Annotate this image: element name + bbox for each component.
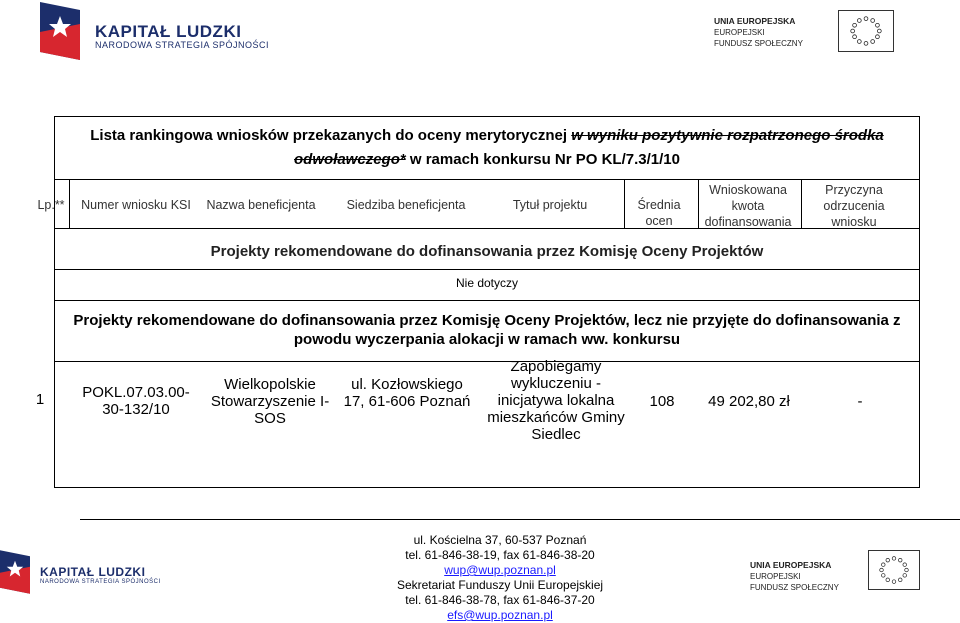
- title-part1: Lista rankingowa wniosków przekazanych do oceny merytorycznej: [90, 127, 568, 144]
- eu-logo: [714, 10, 894, 56]
- row1-srednia: 108: [649, 393, 675, 410]
- footer-kapital-ludzki-logo: [0, 548, 170, 598]
- col-kwota: Wnioskowana kwota dofinansowania: [704, 183, 792, 229]
- col-numer: Numer wniosku KSI: [81, 198, 191, 212]
- footer-logo-subtitle: NARODOWA STRATEGIA SPÓJNOŚCI: [40, 579, 161, 585]
- col-przyczyna: Przyczyna odrzucenia wniosku: [823, 183, 885, 229]
- title-part2: w ramach konkursu Nr PO KL/7.3/1/10: [409, 151, 680, 168]
- footer-divider: [80, 519, 960, 520]
- row1-siedziba: ul. Kozłowskiego 17, 61-606 Poznań: [343, 376, 471, 410]
- section1-note: Nie dotyczy: [455, 276, 519, 290]
- logo-title: KAPITAŁ LUDZKI: [95, 22, 242, 41]
- section2-title: Projekty rekomendowane do dofinansowania przez Komisję Oceny Projektów, lecz nie przyjęte do dofinansowania z powodu wyczerpania alokacji w ramach ww. konkursu: [73, 312, 901, 348]
- eu-line2: EUROPEJSKI: [714, 28, 765, 37]
- page-title: [54, 124, 920, 172]
- logo-subtitle: NARODOWA STRATEGIA SPÓJNOŚCI: [95, 40, 270, 50]
- footer-eu-line1: UNIA EUROPEJSKA: [750, 560, 832, 570]
- kapital-ludzki-flag-icon: [40, 2, 80, 60]
- eu-line1: UNIA EUROPEJSKA: [714, 16, 796, 26]
- eu-flag-icon: [838, 10, 894, 52]
- eu-logo-text: [714, 16, 803, 49]
- footer-phone1: tel. 61-846-38-19, fax 61-846-38-20: [405, 548, 595, 562]
- footer-logo-title: KAPITAŁ LUDZKI: [40, 565, 146, 579]
- footer-eu-logo-text: [750, 560, 839, 593]
- row1-tytul: Zapobiegamy wykluczeniu - inicjatywa lokalna mieszkańców Gminy Siedlec: [487, 358, 625, 443]
- footer-kapital-ludzki-flag-icon: [0, 550, 30, 594]
- row1-lp: 1: [35, 391, 45, 408]
- eu-line3: FUNDUSZ SPOŁECZNY: [714, 39, 803, 48]
- footer-eu-line2: EUROPEJSKI: [750, 572, 801, 581]
- footer-email2-link[interactable]: efs@wup.poznan.pl: [447, 608, 553, 622]
- section1-title: Projekty rekomendowane do dofinansowania przez Komisję Oceny Projektów: [210, 243, 764, 260]
- row1-przyczyna: -: [857, 393, 863, 410]
- col-tytul: Tytuł projektu: [512, 198, 588, 212]
- col-siedziba: Siedziba beneficjenta: [346, 198, 466, 212]
- footer-eu-flag-icon: [868, 550, 920, 590]
- col-nazwa: Nazwa beneficjenta: [206, 198, 316, 212]
- footer-dept: Sekretariat Funduszy Unii Europejskiej: [396, 578, 604, 592]
- footer-eu-line3: FUNDUSZ SPOŁECZNY: [750, 583, 839, 592]
- footer-contact: [320, 533, 680, 623]
- footer-eu-logo: [750, 550, 920, 594]
- kapital-ludzki-logo: [40, 0, 270, 60]
- row1-nazwa: Wielkopolskie Stowarzyszenie I-SOS: [210, 376, 330, 427]
- footer-phone2: tel. 61-846-38-78, fax 61-846-37-20: [405, 593, 595, 607]
- title-strikethrough: w wyniku pozytywnie rozpatrzonego środka odwoławczego*: [294, 127, 884, 168]
- footer-address: ul. Kościelna 37, 60-537 Poznań: [413, 533, 587, 547]
- row1-numer: POKL.07.03.00-30-132/10: [82, 384, 190, 418]
- row1-kwota: 49 202,80 zł: [708, 393, 790, 410]
- col-srednia: Średnia ocen: [637, 198, 681, 228]
- footer-email1-link[interactable]: wup@wup.poznan.pl: [444, 563, 556, 577]
- col-lp: Lp.**: [37, 198, 65, 212]
